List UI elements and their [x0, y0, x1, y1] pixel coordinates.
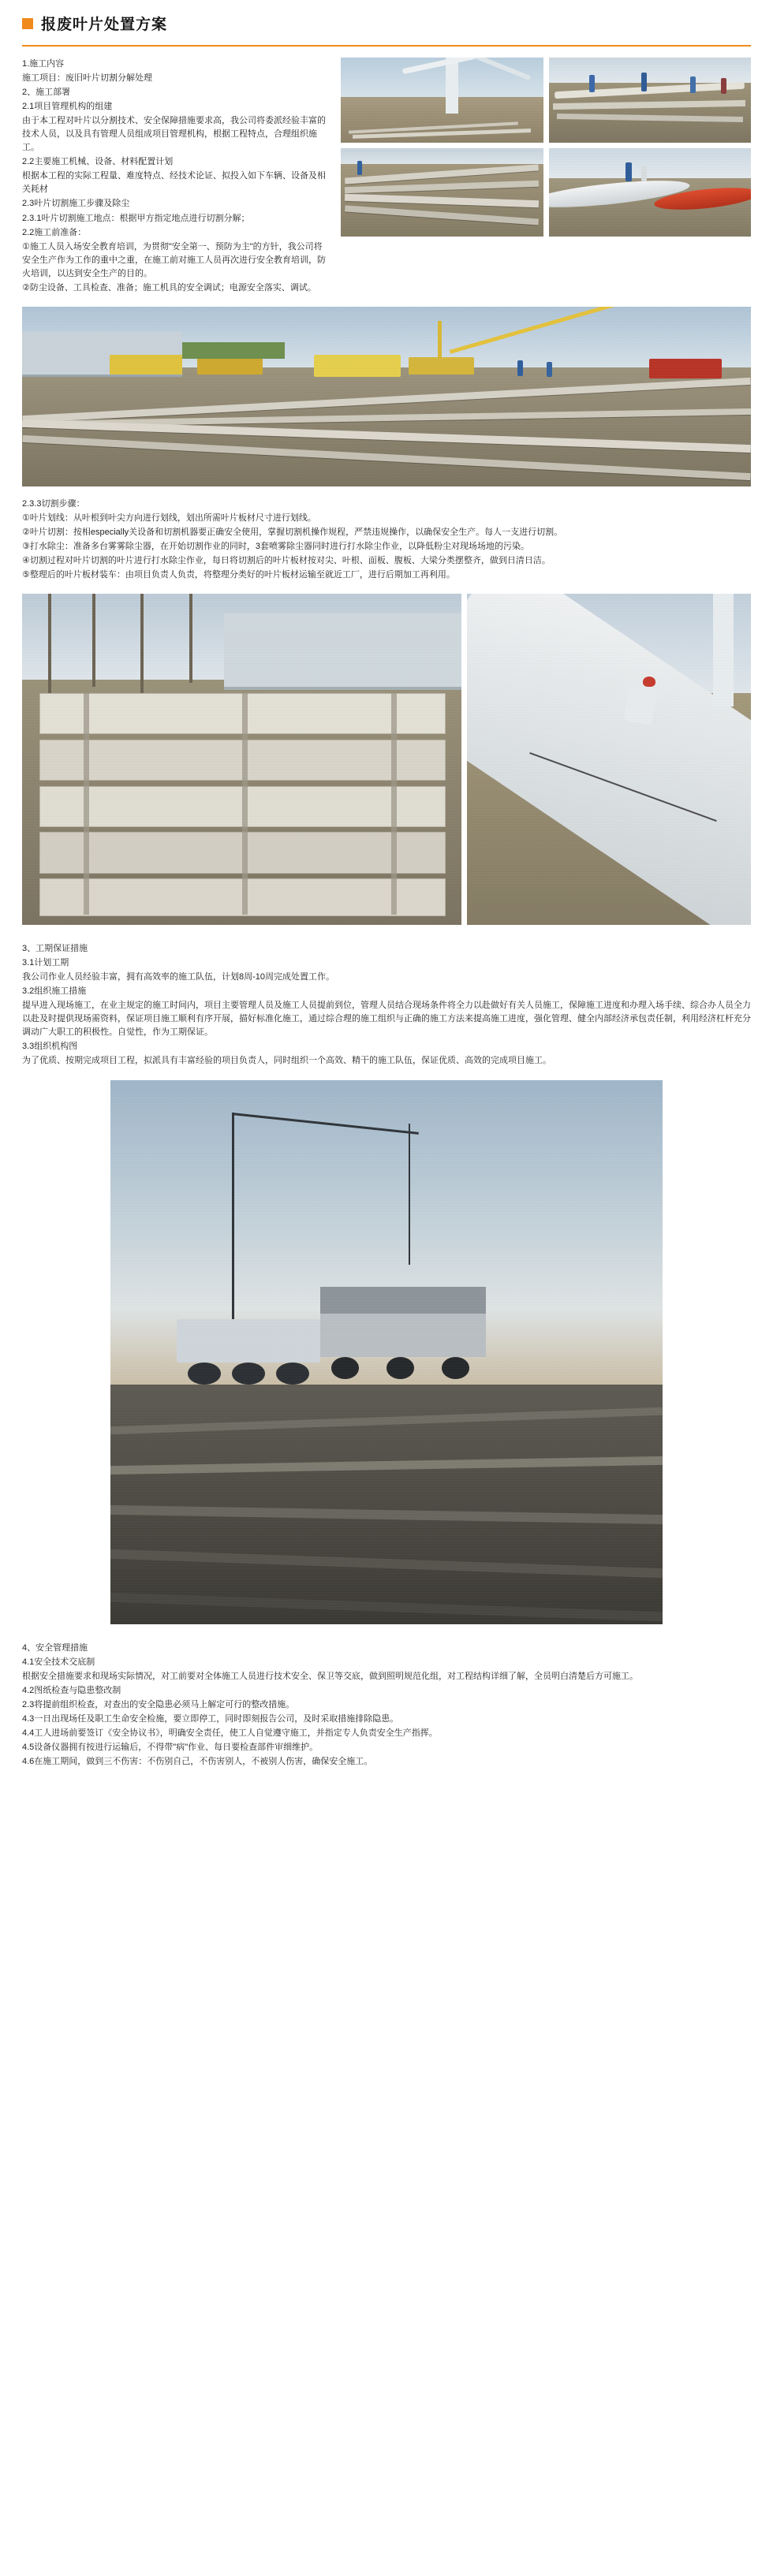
image-row-3: [22, 594, 751, 925]
text-line: ③打水除尘：准备多台雾雾除尘器，在开始切割作业的同时，3套喷雾除尘器同时进行打水除尘作业，以降低粉尘对现场场地的污染。: [22, 541, 529, 551]
text-line: 2.2主要施工机械、设备、材料配置计划: [22, 157, 174, 167]
text-line: 4.3一日出现场任及职工生命安全检施，要立即停工，同时即刻报告公司，及时采取措施排除隐患。: [22, 1713, 399, 1724]
text-line: 4.6在施工期间，做到三不伤害：不伤别自己，不伤害别人，不被别人伤害，确保安全施工。: [22, 1756, 373, 1766]
text-line: 2、施工部署: [22, 88, 71, 98]
text-line: ②叶片切割：按相especially关设备和切割机器要正确安全使用，掌握切割机操作规程，严禁违规操作，以确保安全生产。每人一支进行切割。: [22, 527, 563, 537]
text-line: 4.2图纸检查与隐患整改制: [22, 1685, 121, 1695]
text-line: 提早进入现场施工，在业主规定的施工时间内，项目主要管理人员及施工人员提前到位，管理人员结合现场条件将全力以赴做好有关人员施工，保障施工进度和办理入场手续、综合办人员全力以赴及时提供现场需资料，保证项目施工顺利有序开展，描好标准化施工，通过综合理的施工组织与正确的施工方法来提高施工进度，强化管理、健全内部经济承包责任制，利用经济杠杆充分调动广大职工的积极性。自觉性，作为工期保证。: [22, 1001, 751, 1038]
cutting-steps-text: [22, 498, 751, 582]
safety-measures-text: [22, 1642, 751, 1769]
text-line: 4、安全管理措施: [22, 1642, 88, 1653]
text-line: 3.1计划工期: [22, 958, 69, 968]
text-line: 2.1项目管理机构的组建: [22, 102, 113, 112]
text-line: 2.3.3切割步骤：: [22, 498, 85, 509]
text-line: 施工项目：废旧叶片切割分解处理: [22, 73, 152, 84]
orange-square-icon: [22, 18, 33, 29]
text-line: ①叶片划线：从叶根到叶尖方向进行划线，划出所需叶片板材尺寸进行划线。: [22, 513, 316, 523]
text-line: 由于本工程对叶片以分割技术、安全保障措施要求高，我公司将委派经验丰富的技术人员，以及具有管理人员组成项目管理机构，根据工程特点，合理组织施工。: [22, 116, 326, 153]
stacked-blade-panels-pallets-photo: [22, 594, 461, 925]
wind-turbine-blade-field-photo: [341, 58, 543, 143]
red-white-blade-tip-photo: [549, 148, 752, 237]
page-header: [22, 0, 751, 42]
construction-content-text: [22, 58, 330, 296]
page-title: 报废叶片处置方案: [41, 17, 168, 33]
construction-site-machinery-panorama-photo: [22, 307, 751, 486]
text-line: 我公司作业人员经验丰富，拥有高效率的施工队伍，计划8周-10周完成处置工作。: [22, 972, 335, 982]
worker-marking-blade-surface-photo: [467, 594, 751, 925]
text-line: 2.3叶片切割施工步骤及除尘: [22, 199, 130, 209]
image-row-2: [341, 148, 751, 237]
text-line: 3、工期保证措施: [22, 944, 88, 954]
text-line: 2.3将提前组织检查，对查出的安全隐患必须马上解定可行的整改措施。: [22, 1699, 295, 1709]
text-line: ⑤整理后的叶片板材装车：由项目负责人负责，将整理分类好的叶片板材运输至就近工厂，进行后期加工再利用。: [22, 570, 455, 580]
text-line: ④切割过程对叶片切割的叶片进行打水除尘作业，每日将切割后的叶片板材按对尖、叶根、面板、腹板、大梁分类摆整齐，做到日清日洁。: [22, 555, 551, 565]
text-line: ①施工人员入场安全教育培训，为贯彻"安全第一、预防为主"的方针，我公司将安全生产作为工作的重中之重，在施工前对施工人员再次进行安全教育培训，防火培训，以达到安全生产的目的。: [22, 241, 326, 278]
schedule-measures-text: [22, 942, 751, 1068]
text-line: 3.3组织机构图: [22, 1042, 78, 1052]
top-section: [22, 58, 751, 296]
text-line: 4.4工人进场前要签订《安全协议书》，明确安全责任，使工人自觉遵守施工，并指定专人负责安全生产指挥。: [22, 1728, 438, 1738]
text-line: 为了优质、按期完成项目工程，拟派具有丰富经验的项目负责人，同时组织一个高效、精干的施工队伍，保证优质、高效的完成项目施工。: [22, 1056, 551, 1066]
blade-planks-stacked-ground-photo: [341, 148, 543, 237]
text-line: 4.1安全技术交底制: [22, 1657, 95, 1667]
crane-loading-blade-truck-dusk-photo: [110, 1080, 663, 1624]
text-line: 根据本工程的实际工程量、难度特点、经技术论证、拟投入如下车辆、设备及相关耗材: [22, 171, 326, 195]
top-image-group: [341, 58, 751, 237]
text-line: 3.2组织施工措施: [22, 986, 87, 997]
image-row-1: [341, 58, 751, 143]
workers-cutting-blade-photo: [549, 58, 752, 143]
text-line: 2.3.1叶片切割施工地点：根据甲方指定地点进行切割分解；: [22, 213, 250, 223]
text-line: 2.2施工前准备：: [22, 227, 87, 237]
text-line: 根据安全措施要求和现场实际情况，对工前要对全体施工人员进行技术安全、保卫等交底，做到照明规范化组，对工程结构详细了解，全员明白清楚后方可施工。: [22, 1671, 638, 1681]
text-line: ②防尘设备、工具检查、准备；施工机具的安全调试；电源安全落实、调试。: [22, 282, 316, 293]
header-divider: [22, 45, 751, 47]
text-line: 1.施工内容: [22, 59, 65, 69]
text-line: 4.5设备仪器拥有按进行运输后，不得带"病"作业、每日要检查部件审细维护。: [22, 1742, 319, 1752]
